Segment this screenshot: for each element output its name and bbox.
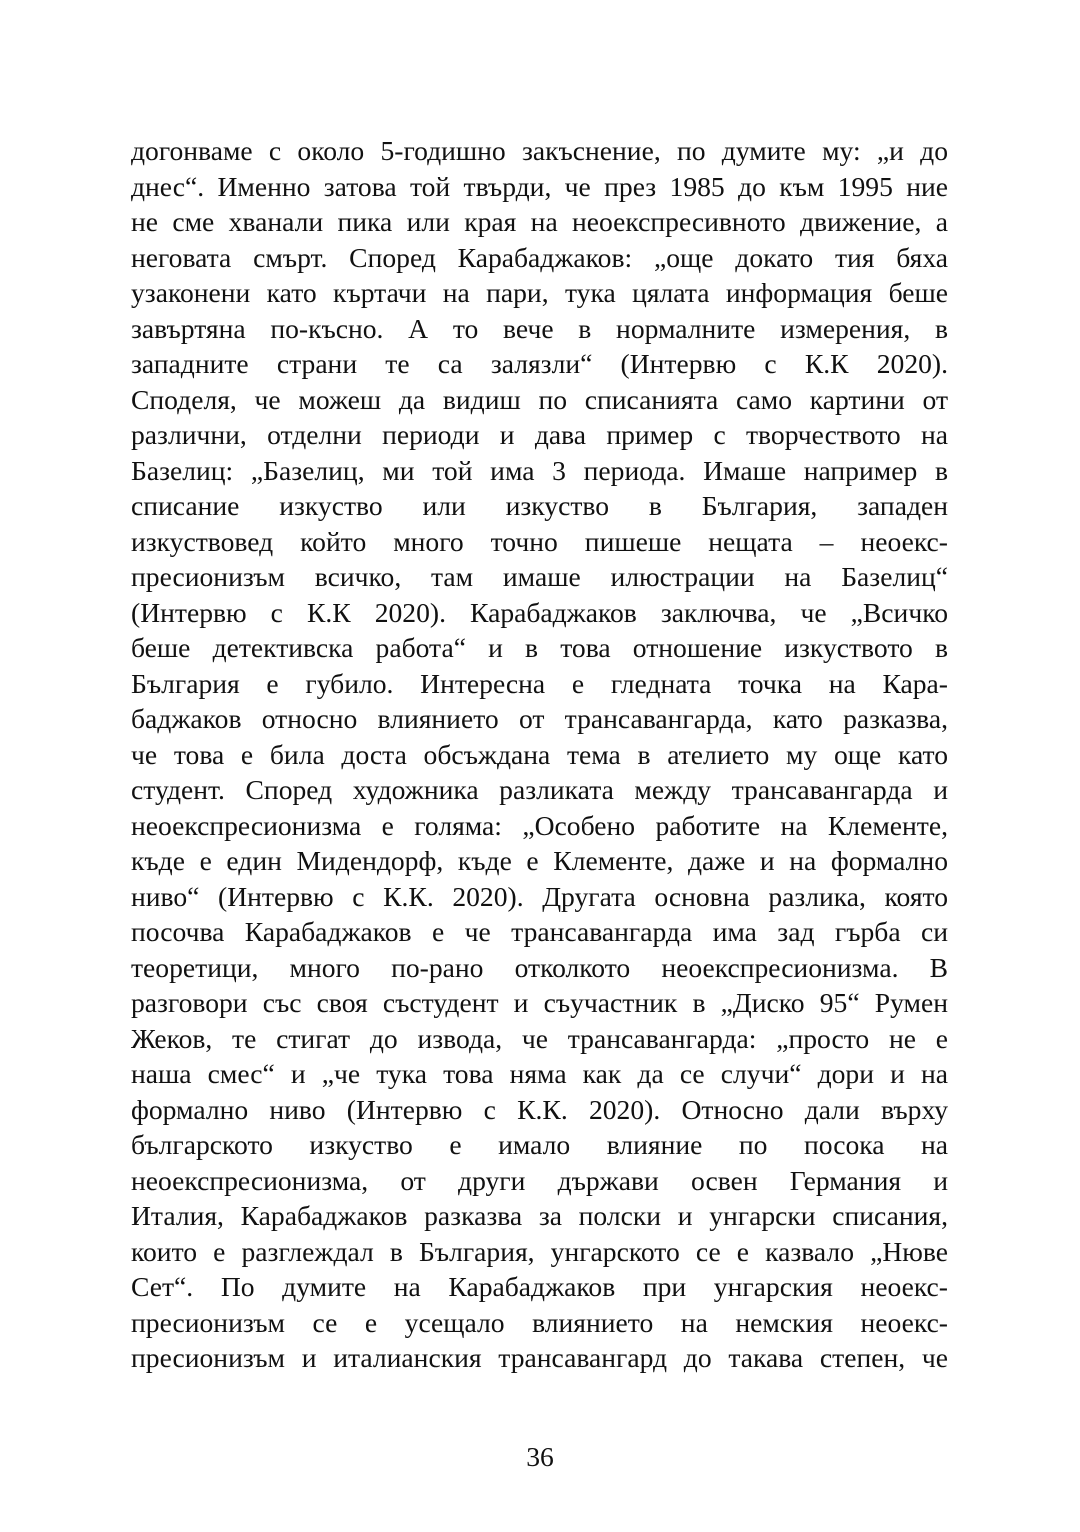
text-line: които е разглеждал в България, унгарското се е казвало „Нюве bbox=[131, 1235, 948, 1267]
text-line: пресионизъм и италианския трансавангард до такава степен, че bbox=[131, 1342, 948, 1373]
text-line: че това е била доста обсъждана тема в ателието му още като bbox=[131, 738, 948, 770]
text-line: България е губило. Интересна е гледната точка на Кара- bbox=[131, 667, 948, 699]
text-line: различни, отделни периоди и дава пример с творчеството на bbox=[131, 419, 948, 450]
text-line: беше детективска работа“ и в това отношение изкуството в bbox=[131, 632, 948, 663]
page-body bbox=[131, 133, 948, 1376]
text-line: неоекспресионизма е голяма: „Особено работите на Клементе, bbox=[131, 809, 948, 841]
text-line: студент. Според художника разликата между трансавангарда и bbox=[131, 774, 948, 805]
text-line: пресионизъм се е усещало влиянието на немския неоекс- bbox=[131, 1306, 948, 1338]
text-line: Жеков, те стигат до извода, че трансавангарда: „просто не е bbox=[131, 1022, 948, 1054]
text-line: разговори със своя състудент и съучастник в „Диско 95“ Румен bbox=[131, 987, 948, 1018]
text-line: теоретици, много по-рано отколкото неоекспресионизма. В bbox=[131, 951, 948, 983]
text-line: (Интервю с К.К 2020). Карабаджаков заключва, че „Всичко bbox=[131, 596, 948, 628]
text-line: формално ниво (Интервю с К.К. 2020). Относно дали върху bbox=[131, 1093, 948, 1125]
text-line: завъртяна по-късно. А то вече в нормалните измерения, в bbox=[131, 312, 948, 344]
text-line: наша смес“ и „че тука това няма как да се случи“ дори и на bbox=[131, 1058, 948, 1089]
text-line: Сет“. По думите на Карабаджаков при унгарския неоекс- bbox=[131, 1271, 948, 1302]
text-line: узаконени като къртачи на пари, тука цялата информация беше bbox=[131, 277, 948, 308]
text-line: пресионизъм всичко, там имаше илюстрации на Базелиц“ bbox=[131, 561, 948, 592]
page-number: 36 bbox=[526, 1441, 554, 1472]
text-line: ниво“ (Интервю с К.К. 2020). Другата основна разлика, която bbox=[131, 880, 948, 912]
text-line: Италия, Карабаджаков разказва за полски и унгарски списания, bbox=[131, 1200, 948, 1231]
text-line: баджаков относно влиянието от трансавангарда, като разказва, bbox=[131, 703, 948, 734]
text-line: къде е един Мидендорф, къде е Клементе, даже и на формално bbox=[131, 845, 948, 876]
text-line: Споделя, че можеш да видиш по списанията само картини от bbox=[131, 383, 948, 415]
text-line: днес“. Именно затова той твърди, че през 1985 до към 1995 ние bbox=[131, 170, 948, 202]
text-line: догонваме с около 5-годишно закъснение, по думите му: „и до bbox=[131, 135, 948, 166]
text-line: списание изкуство или изкуство в България, западен bbox=[131, 490, 948, 521]
text-line: западните страни те са залязли“ (Интервю с К.К 2020). bbox=[131, 348, 948, 379]
text-line: посочва Карабаджаков е че трансавангарда има зад гърба си bbox=[131, 916, 948, 947]
text-line: неоекспресионизма, от други държави освен Германия и bbox=[131, 1164, 948, 1196]
text-line: не сме хванали пика или края на неоекспресивното движение, а bbox=[131, 206, 948, 237]
text-line: изкуствовед който много точно пишеше нещата – неоекс- bbox=[131, 525, 948, 557]
text-line: неговата смърт. Според Карабаджаков: „още докато тия бяха bbox=[131, 241, 948, 273]
text-line: българското изкуство е имало влияние по посока на bbox=[131, 1129, 948, 1160]
text-line: Базелиц: „Базелиц, ми той има 3 периода. Имаше например в bbox=[131, 454, 948, 486]
